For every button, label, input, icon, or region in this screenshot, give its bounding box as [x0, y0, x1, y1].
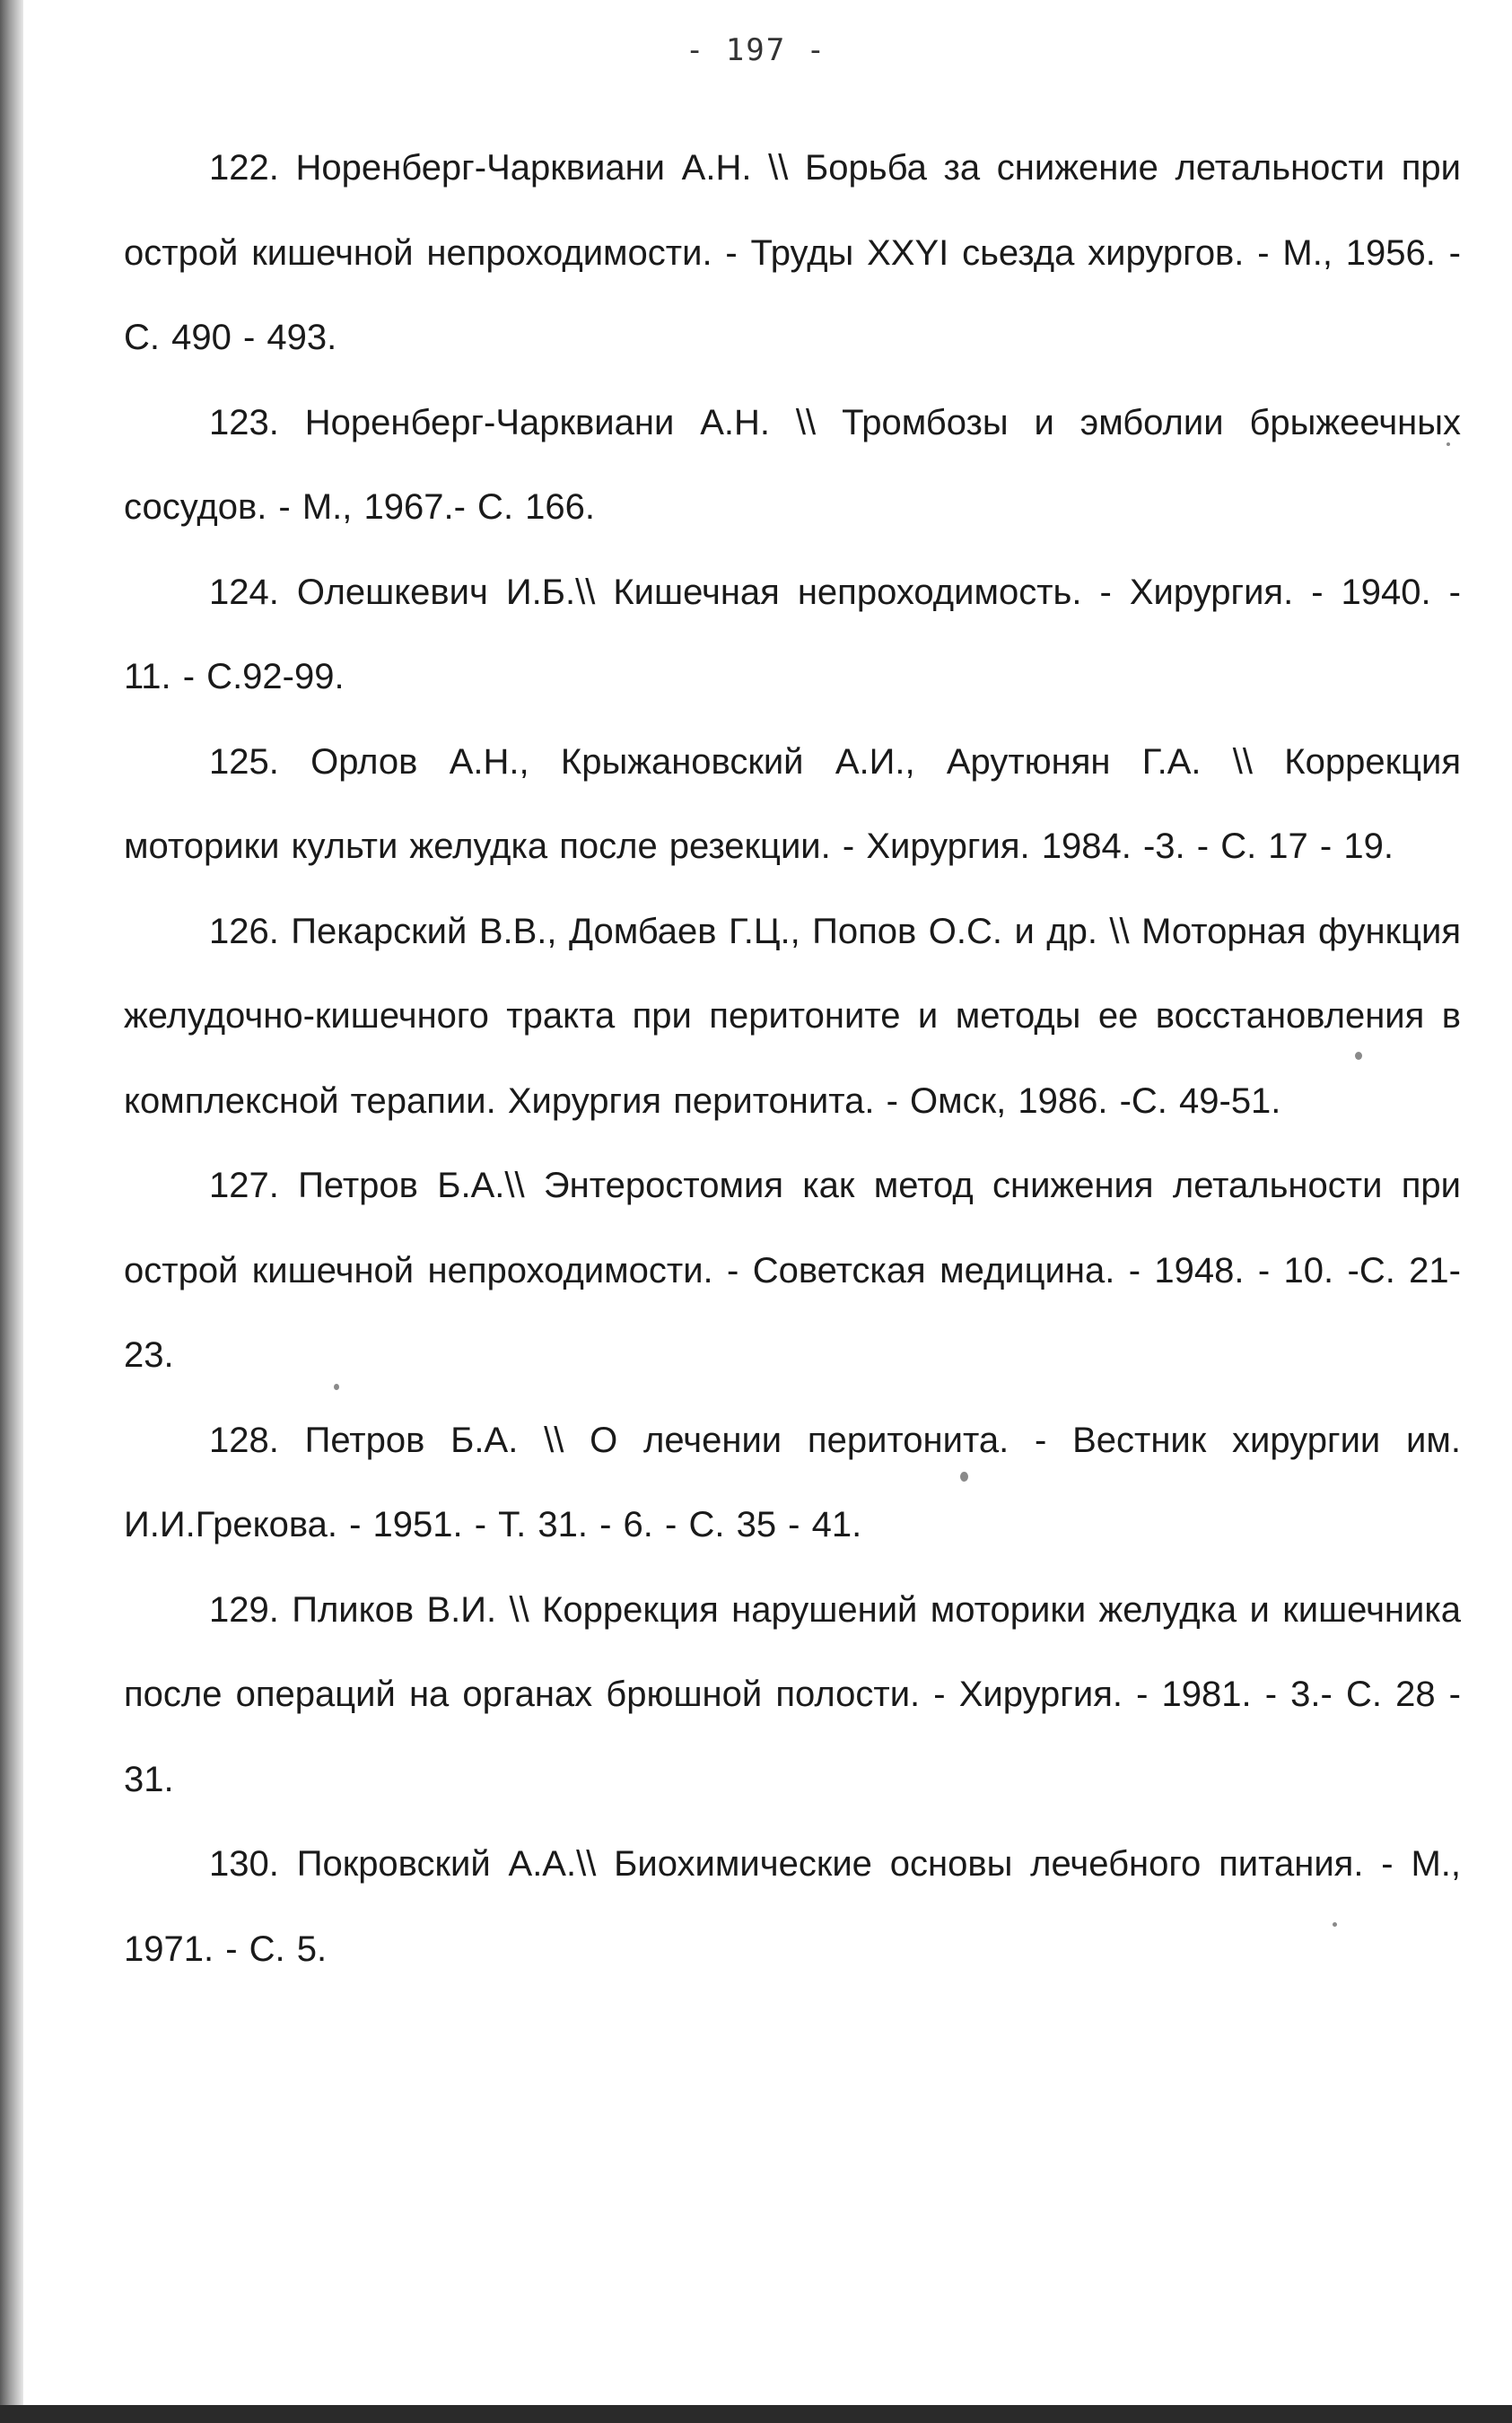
scan-shadow-left [0, 0, 23, 2423]
scan-speck [960, 1472, 968, 1482]
reference-entry-127: 127. Петров Б.А.\\ Энтеростомия как метод снижения летальности при острой кишечной непроходимости. - Советская медицина. - 1948. - 10. -С. 21-23. [124, 1166, 1461, 1375]
scan-speck [1355, 1052, 1362, 1060]
scan-shadow-bottom [0, 2405, 1512, 2423]
scan-speck [1446, 442, 1450, 446]
reference-entry-128: 128. Петров Б.А. \\ О лечении перитонита. - Вестник хирургии им. И.И.Грекова. - 1951. - Т. 31. - 6. - С. 35 - 41. [124, 1420, 1461, 1544]
reference-entry-124: 124. Олешкевич И.Б.\\ Кишечная непроходимость. - Хирургия. - 1940. - 11. - С.92-99. [124, 572, 1461, 696]
reference-entry-130: 130. Покровский А.А.\\ Биохимические основы лечебного питания. - М., 1971. - С. 5. [124, 1844, 1461, 1969]
reference-entry-122: 122. Норенберг-Чарквиани А.Н. \\ Борьба за снижение летальности при острой кишечной непроходимости. - Труды XXYI сьезда хирургов. - М., 1956. - С. 490 - 493. [124, 148, 1461, 357]
reference-entry-125: 125. Орлов А.Н., Крыжановский А.И., Арутюнян Г.А. \\ Коррекция моторики культи желудка после резекции. - Хирургия. 1984. -3. - С. 17 - 19. [124, 741, 1461, 866]
reference-entry-123: 123. Норенберг-Чарквиани А.Н. \\ Тромбозы и эмболии брыжеечных сосудов. - М., 1967.- С. 166. [124, 402, 1461, 527]
scan-speck [334, 1384, 339, 1390]
page-number: - 197 - [685, 32, 827, 68]
reference-list [124, 126, 1461, 1991]
scan-speck [1333, 1922, 1337, 1927]
reference-entry-126: 126. Пекарский В.В., Домбаев Г.Ц., Попов О.С. и др. \\ Моторная функция желудочно-кишечного тракта при перитоните и методы ее восстановления в комплексной терапии. Хирургия перитонита. - Омск, 1986. -С. 49-51. [124, 911, 1461, 1121]
reference-entry-129: 129. Пликов В.И. \\ Коррекция нарушений моторики желудка и кишечника после операций на органах брюшной полости. - Хирургия. - 1981. - 3.- С. 28 - 31. [124, 1589, 1461, 1799]
